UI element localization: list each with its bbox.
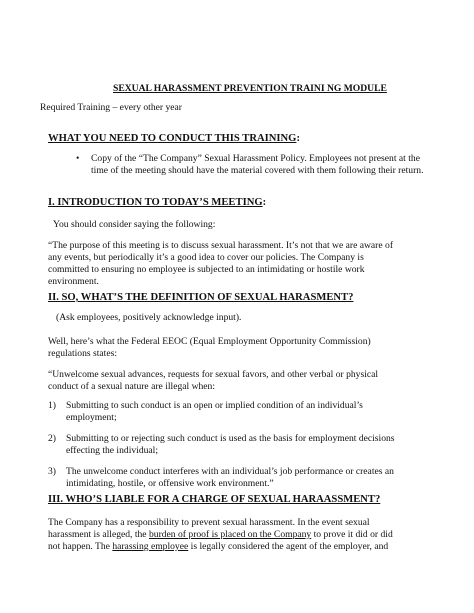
- bullet-icon: •: [76, 153, 80, 164]
- section-3-para-line: [48, 541, 388, 553]
- list-item-line: The unwelcome conduct interferes with an individual’s job performance or creates an: [66, 466, 394, 477]
- document-subtitle: Required Training – every other year: [40, 102, 183, 113]
- section-1-quote-line: committed to ensuring no employee is subjected to an intimidating or hostile work: [48, 264, 365, 275]
- section-3-para-text: not happen. The: [48, 541, 113, 552]
- section-3-para-text: is legally considered the agent of the employer, and: [188, 541, 389, 552]
- section-what-bullet-line: Copy of the “The Company” Sexual Harassment Policy. Employees not present at the: [91, 153, 420, 164]
- list-item-line: Submitting to or rejecting such conduct is used as the basis for employment decisions: [66, 433, 395, 444]
- section-2-quote-line: conduct of a sexual nature are illegal when:: [48, 381, 216, 392]
- section-what-bullet-line: time of the meeting should have the material covered with them following their return.: [91, 165, 424, 176]
- section-1-quote-line: environment.: [48, 276, 99, 287]
- section-1-heading-text: I. INTRODUCTION TO TODAY’S MEETING: [48, 197, 263, 208]
- section-1-heading: [48, 197, 266, 209]
- section-2-eeoc-line: regulations states:: [48, 348, 118, 359]
- section-2-heading: II. SO, WHAT’S THE DEFINITION OF SEXUAL HARASMENT?: [48, 292, 354, 303]
- list-item-number: 1): [48, 400, 56, 411]
- document-title: SEXUAL HARASSMENT PREVENTION TRAINI NG MODULE: [113, 83, 387, 94]
- section-2-eeoc-line: Well, here’s what the Federal EEOC (Equal Employment Opportunity Commission): [48, 336, 371, 347]
- section-3-para-line: [48, 529, 393, 541]
- section-1-intro: You should consider saying the following:: [53, 219, 216, 230]
- list-item-line: employment;: [66, 412, 117, 423]
- section-3-para-underlined: burden of proof is placed on the Company: [148, 529, 312, 540]
- section-3-heading: III. WHO’S LIABLE FOR A CHARGE OF SEXUAL HARAASSMENT?: [48, 494, 381, 505]
- section-3-para-underlined: harassing employee: [112, 541, 189, 552]
- list-item-line: Submitting to such conduct is an open or implied condition of an individual’s: [66, 400, 363, 411]
- list-item-number: 2): [48, 433, 56, 444]
- section-what-heading-suffix: :: [296, 133, 300, 144]
- list-item-number: 3): [48, 466, 56, 477]
- section-3-para-text: harassment is alleged, the: [48, 529, 149, 540]
- section-3-para-line: The Company has a responsibility to prevent sexual harassment. In the event sexual: [48, 517, 370, 528]
- section-what-heading: [48, 133, 300, 145]
- section-1-quote-line: any events, but periodically it’s a good idea to cover our policies. The Company is: [48, 252, 364, 263]
- section-3-para-text: to prove it did or did: [311, 529, 393, 540]
- list-item-line: effecting the individual;: [66, 445, 159, 456]
- list-item-line: intimidating, hostile, or offensive work environment.”: [66, 478, 274, 489]
- section-what-heading-text: WHAT YOU NEED TO CONDUCT THIS TRAINING: [48, 133, 297, 144]
- section-1-heading-suffix: :: [262, 197, 267, 208]
- section-2-note: (Ask employees, positively acknowledge input).: [56, 312, 242, 323]
- section-2-quote-line: “Unwelcome sexual advances, requests for sexual favors, and other verbal or physical: [48, 369, 379, 380]
- section-1-quote-line: “The purpose of this meeting is to discuss sexual harassment. It’s not that we are aware of: [48, 240, 394, 251]
